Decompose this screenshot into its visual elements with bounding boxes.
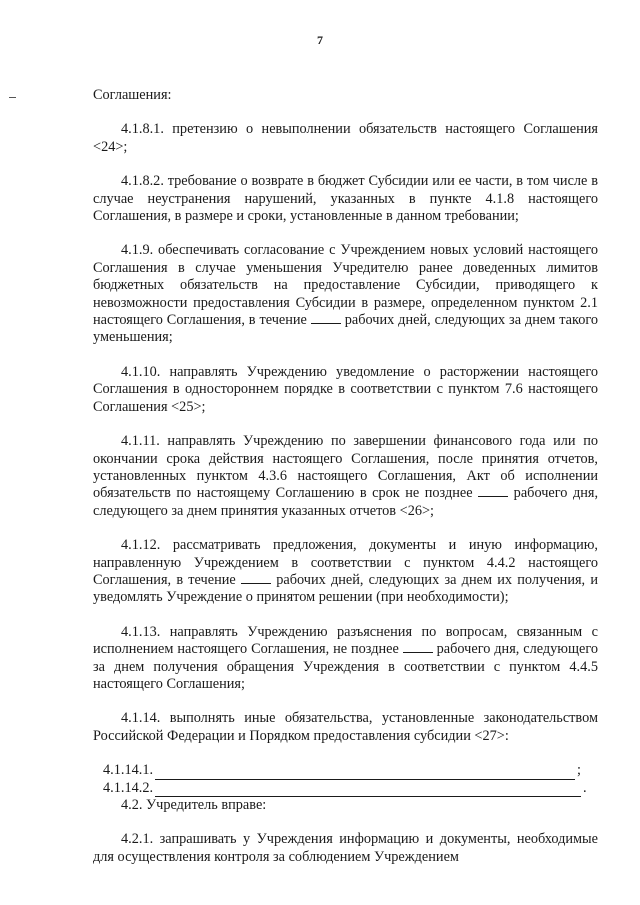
page-number: 7 [317, 33, 323, 47]
margin-mark [9, 97, 16, 98]
fill-line-label: 4.1.14.2. [103, 779, 154, 796]
blank-line [155, 783, 581, 797]
paragraph-4-1-12 [93, 537, 598, 607]
paragraph-4-2: 4.2. Учредитель вправе: [121, 797, 267, 813]
paragraph-4-1-8-1: 4.1.8.1. претензию о невыполнении обязательств настоящего Соглашения <24>; [93, 121, 598, 155]
line-top: Соглашения: [93, 87, 172, 103]
blank-field [478, 485, 508, 497]
blank-field [311, 312, 341, 324]
paragraph-4-2-1: 4.2.1. запрашивать у Учреждения информацию и документы, необходимые для осуществления контроля за соблюдением Учреждением [93, 831, 598, 865]
paragraph-4-1-13-text-b: рабочего дня, следующего за днем получения обращения Учреждения в соответствии с пунктом 4.4.5 настоящего Соглашения; [93, 641, 598, 692]
fill-line-4-1-14-1 [93, 762, 598, 779]
paragraph-4-1-14: 4.1.14. выполнять иные обязательства, установленные законодательством Российской Федерации и Порядком предоставления субсидии <27>: [93, 710, 598, 744]
paragraph-4-1-11-text-b: рабочего дня, следующего за днем принятия указанных отчетов <26>; [93, 485, 599, 519]
paragraph-4-1-13 [93, 624, 598, 694]
paragraph-4-1-9 [93, 242, 598, 346]
paragraph-4-1-12-text-a: 4.1.12. рассматривать предложения, документы и иную информацию, направленную Учреждением в соответствии с пунктом 4.4.2 настоящего Соглашения, в течение [93, 537, 598, 588]
blank-field [241, 572, 271, 584]
fill-line-label: 4.1.14.1. [103, 762, 154, 779]
paragraph-4-1-13-text-a: 4.1.13. направлять Учреждению разъяснения по вопросам, связанным с исполнением настоящего Соглашения, не позднее [93, 623, 598, 658]
paragraph-4-1-11-text-a: 4.1.11. направлять Учреждению по завершении финансового года или по окончании срока действия настоящего Соглашения, после принятия отчетов, установленных пунктом 4.3.6 настоящего Соглашения, Акт об исполнении обязательств по настоящему Соглашению в срок не позднее [93, 433, 598, 502]
paragraph-4-1-9-text-a: 4.1.9. обеспечивать согласование с Учреждением новых условий настоящего Соглашения в случае уменьшения Учредителю ранее доведенных лимитов бюджетных обязательств на предоставление Субсидии, приводящего к невозможности предоставления Субсидии в размере, определенном пунктом 2.1 настоящего Соглашения, в течение [93, 242, 598, 329]
paragraph-4-1-8-2: 4.1.8.2. требование о возврате в бюджет Субсидии или ее части, в том числе в случае неустранения нарушений, указанных в пункте 4.1.8 настоящего Соглашения, в размере и сроки, установленные в данном требовании; [93, 173, 598, 225]
blank-field [403, 641, 433, 653]
fill-line-4-1-14-2 [93, 780, 598, 797]
paragraph-4-1-11 [93, 433, 598, 520]
paragraph-4-1-9-text-b: рабочих дней, следующих за днем такого уменьшения; [93, 312, 598, 346]
fill-line-end: . [583, 779, 587, 796]
fill-line-end: ; [577, 762, 582, 779]
paragraph-4-1-12-text-b: рабочих дней, следующих за днем их получения, и уведомлять Учреждение о принятом решении (при необходимости); [93, 571, 599, 606]
document-body [93, 87, 598, 866]
paragraph-4-1-10: 4.1.10. направлять Учреждению уведомление о расторжении настоящего Соглашения в одностороннем порядке в соответствии с пунктом 7.6 настоящего Соглашения <25>; [93, 363, 598, 415]
blank-line [155, 766, 575, 780]
